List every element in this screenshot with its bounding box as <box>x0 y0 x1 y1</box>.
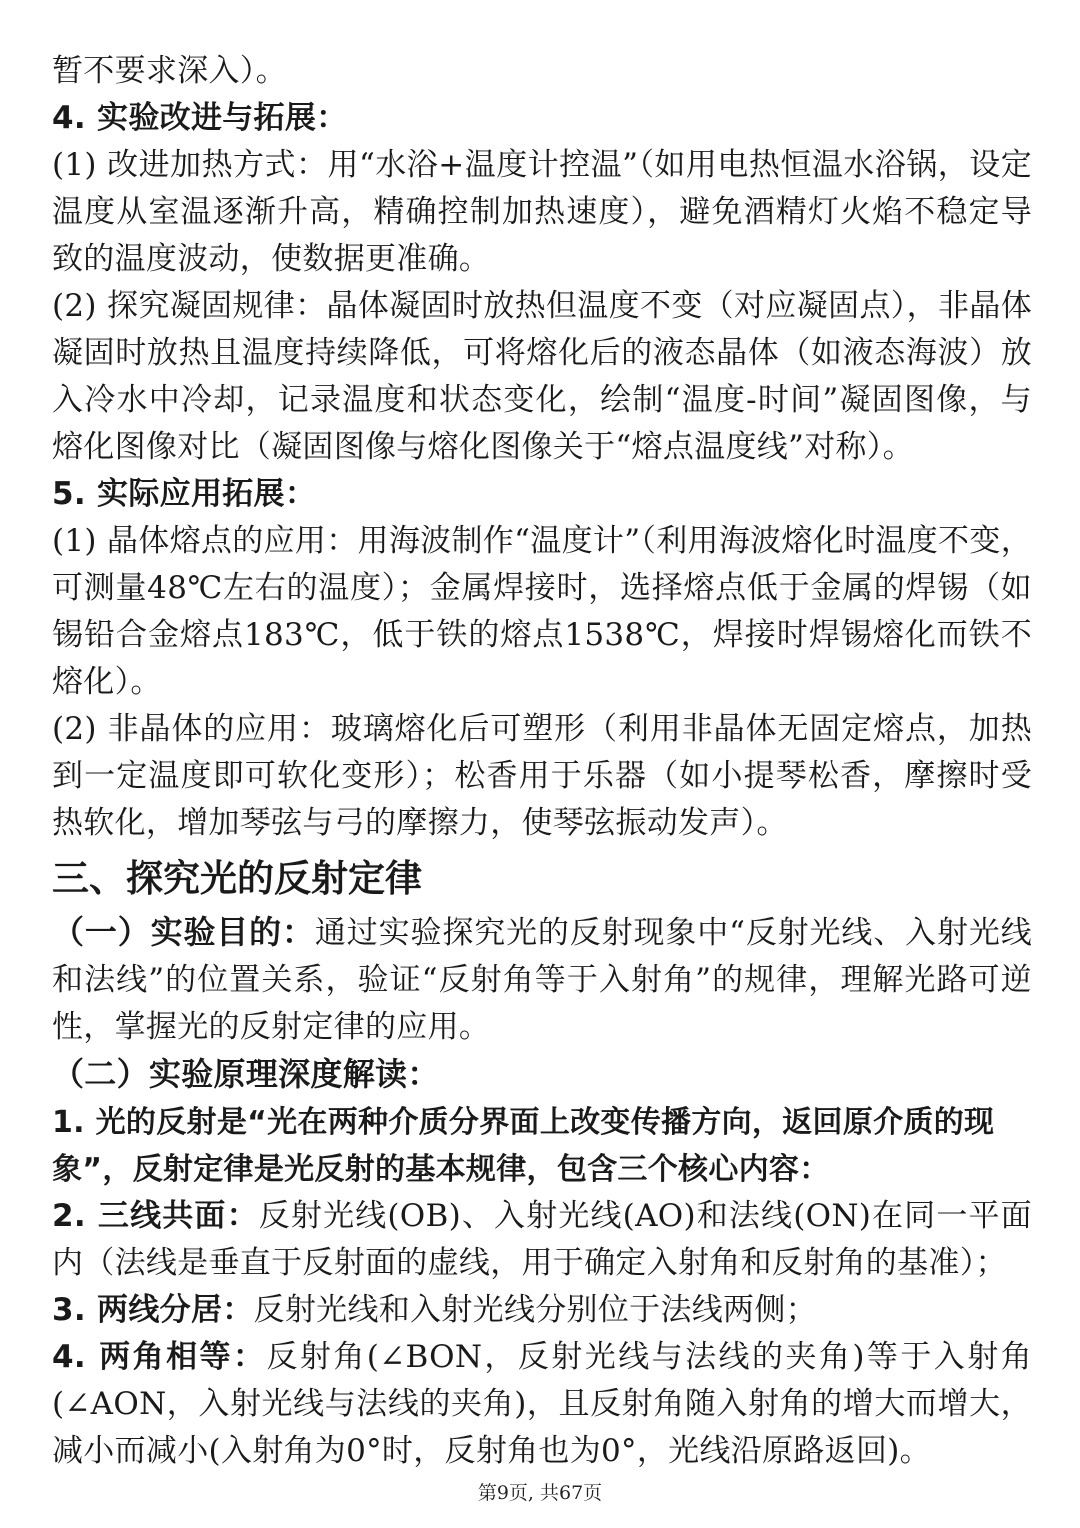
paragraph-5-1: (1) 晶体熔点的应用：用海波制作“温度计”（利用海波熔化时温度不变，可测量48℃左右的温度）；金属焊接时，选择熔点低于金属的焊锡（如锡铅合金熔点183℃，低于铁的熔点1538℃，焊接时焊锡熔化而铁不熔化）。 <box>52 523 1032 700</box>
principle-2-text: 反射光线(OB)、入射光线(AO)和法线(ON)在同一平面内（法线是垂直于反射面的虚线，用于确定入射角和反射角的基准）； <box>52 1198 1032 1281</box>
principle-3-text: 反射光线和入射光线分别位于法线两侧； <box>253 1292 817 1328</box>
principle-4-text: 反射角(∠BON，反射光线与法线的夹角)等于入射角(∠AON，入射光线与法线的夹角)，且反射角随入射角的增大而增大，减小而减小(入射角为0°时，反射角也为0°，光线沿原路返回)。 <box>52 1339 1032 1469</box>
principle-4-label: 4. 两角相等： <box>52 1339 267 1375</box>
subsection-2 <box>52 1051 1032 1099</box>
principle-3 <box>52 1287 1032 1334</box>
paragraph-continuation: 暂不要求深入）。 <box>52 53 287 89</box>
subsection-2-label: （二）实验原理深度解读： <box>52 1055 440 1093</box>
section-title-reflection: 三、探究光的反射定律 <box>52 857 422 900</box>
principle-1: 1. 光的反射是“光在两种介质分界面上改变传播方向，返回原介质的现象”，反射定律是光反射的基本规律，包含三个核心内容： <box>52 1105 995 1187</box>
principle-4 <box>52 1334 1032 1475</box>
principle-3-label: 3. 两线分居： <box>52 1292 254 1328</box>
heading-4-improvement: 4. 实验改进与拓展： <box>52 100 348 136</box>
subsection-1 <box>52 909 1032 1051</box>
subsection-1-text: 通过实验探究光的反射现象中“反射光线、入射光线和法线”的位置关系，验证“反射角等于入射角”的规律，理解光路可逆性，掌握光的反射定律的应用。 <box>52 915 1033 1045</box>
principle-2-label: 2. 三线共面： <box>52 1198 259 1234</box>
principle-2 <box>52 1193 1032 1287</box>
paragraph-4-1: (1) 改进加热方式：用“水浴+温度计控温”（如用电热恒温水浴锅，设定温度从室温逐渐升高，精确控制加热速度），避免酒精灯火焰不稳定导致的温度波动，使数据更准确。 <box>52 147 1032 277</box>
subsection-1-label: （一）实验目的： <box>52 913 315 951</box>
document-body <box>52 48 1032 1475</box>
heading-5-application: 5. 实际应用拓展： <box>52 476 317 512</box>
page-number-footer: 第9页, 共67页 <box>477 1482 603 1504</box>
paragraph-4-2: (2) 探究凝固规律：晶体凝固时放热但温度不变（对应凝固点），非晶体凝固时放热且温度持续降低，可将熔化后的液态晶体（如液态海波）放入冷水中冷却，记录温度和状态变化，绘制“温度-时间”凝固图像，与熔化图像对比（凝固图像与熔化图像关于“熔点温度线”对称）。 <box>52 288 1032 465</box>
paragraph-5-2: (2) 非晶体的应用：玻璃熔化后可塑形（利用非晶体无固定熔点，加热到一定温度即可软化变形）；松香用于乐器（如小提琴松香，摩擦时受热软化，增加琴弦与弓的摩擦力，使琴弦振动发声）。 <box>52 711 1032 841</box>
